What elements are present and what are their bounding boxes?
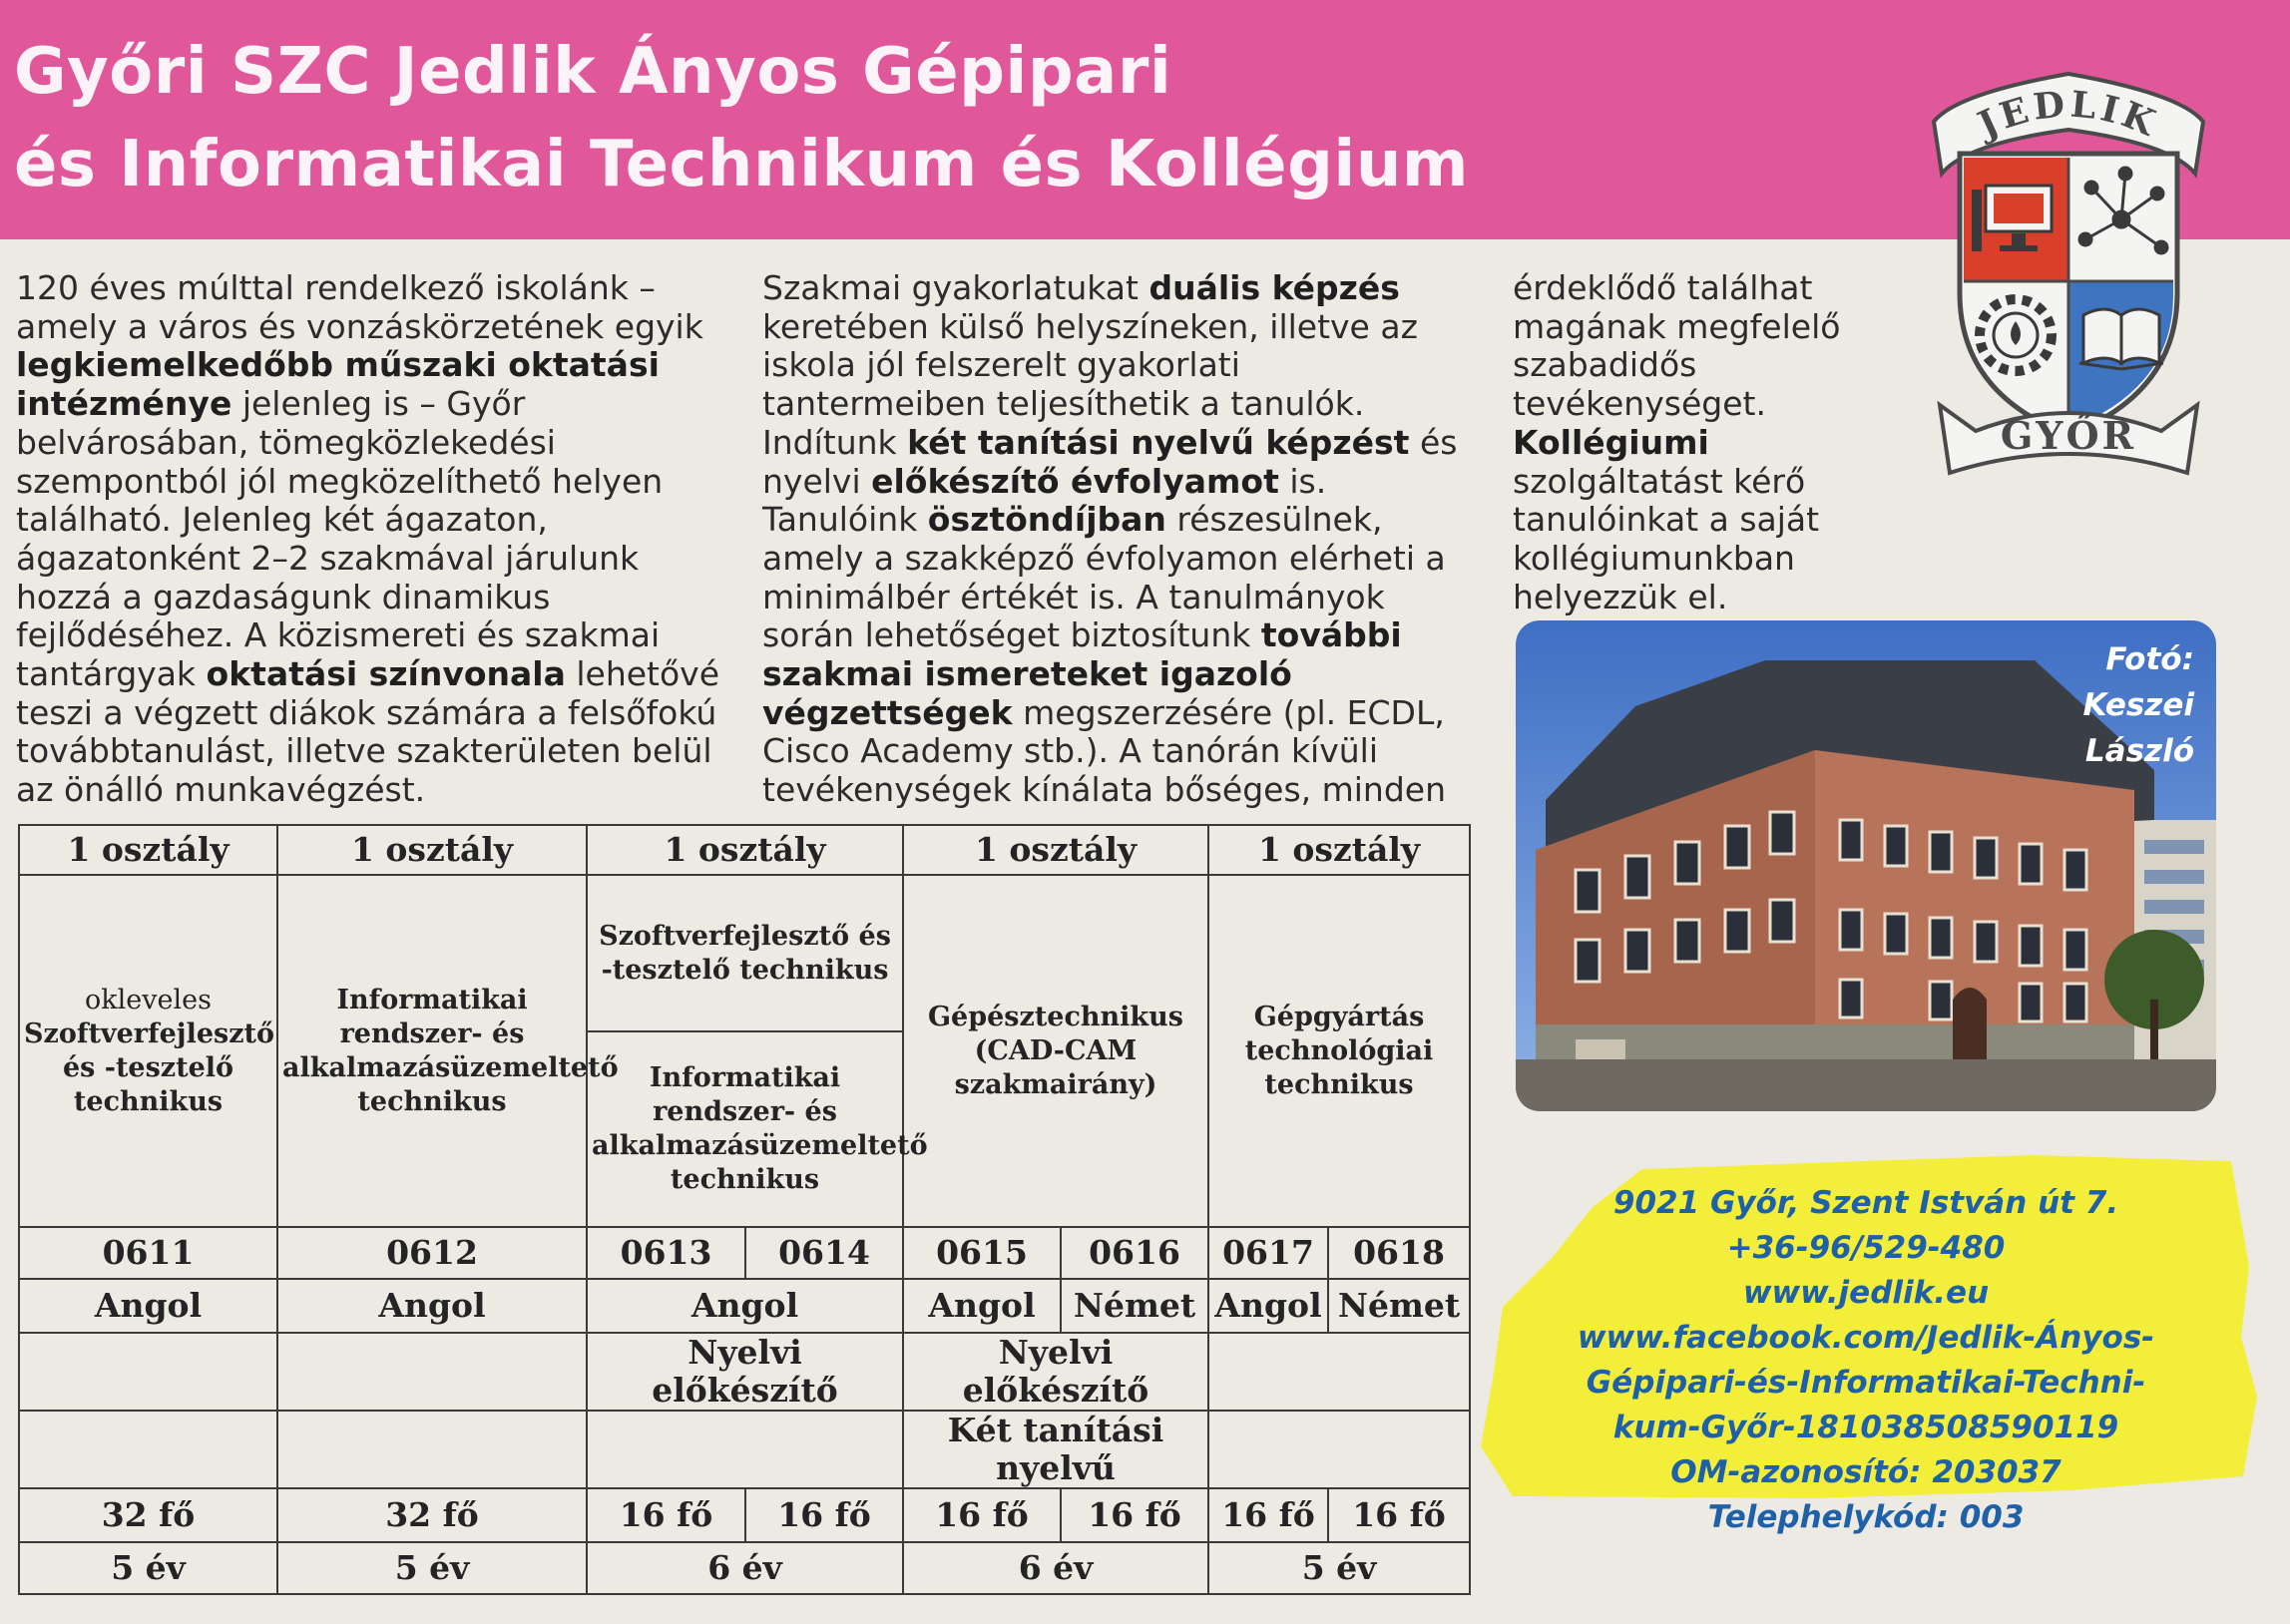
headcount-cell: 16 fő xyxy=(1061,1488,1208,1542)
language-cell: Angol xyxy=(587,1279,903,1333)
program-cell-mechanical: Gépésztechnikus (CAD-CAM szakmairány) xyxy=(903,875,1208,1227)
article-paragraph xyxy=(762,269,1473,810)
article-column-2 xyxy=(762,269,1473,810)
contact-om-id: OM-azonosító: 203037 xyxy=(1670,1454,2061,1490)
language-cell: Német xyxy=(1328,1279,1470,1333)
text-run: és nyelvi xyxy=(762,422,1458,501)
book-icon xyxy=(2079,309,2163,369)
text-run: részesülnek, amely a szakképző évfolyamon elérheti a minimálbér értékét is. A tanulmányok során lehetőséget biztosítunk xyxy=(762,500,1446,655)
code-cell: 0617 xyxy=(1208,1227,1328,1279)
class-count-cell: 1 osztály xyxy=(903,825,1208,875)
empty-cell xyxy=(277,1333,587,1411)
code-cell: 0616 xyxy=(1061,1227,1208,1279)
bold-text-run: két tanítási nyelvű képzést xyxy=(907,422,1410,462)
crest-bottom-text: GYŐR xyxy=(2000,413,2137,458)
language-cell: Angol xyxy=(277,1279,587,1333)
article-column-3 xyxy=(1513,269,1892,616)
class-count-cell: 1 osztály xyxy=(587,825,903,875)
empty-cell xyxy=(277,1411,587,1488)
prep-year-cell: Nyelvi előkészítő xyxy=(903,1333,1208,1411)
headcount-cell: 16 fő xyxy=(587,1488,745,1542)
duration-cell: 5 év xyxy=(1208,1542,1470,1594)
code-cell: 0612 xyxy=(277,1227,587,1279)
table-row-languages xyxy=(19,1279,1470,1333)
building-photo xyxy=(1516,620,2216,1111)
bilingual-cell: Két tanítási nyelvű xyxy=(903,1411,1208,1488)
headcount-cell: 32 fő xyxy=(19,1488,277,1542)
code-cell: 0615 xyxy=(903,1227,1061,1279)
title-line-2: és Informatikai Technikum és Kollégium xyxy=(14,128,1470,202)
code-cell: 0614 xyxy=(745,1227,903,1279)
article-paragraph xyxy=(16,269,726,810)
text-run: jelenleg is – Győr belvárosában, tömegközlekedési szempontból jól megközelíthető helyen található. Jelenleg két ágazaton, ágazatonként 2–2 szakmával járulunk hozzá a gazdaságunk dinamikus fejlődéséhez. A közismereti és szakmai tantárgyak xyxy=(16,384,664,694)
language-cell: Angol xyxy=(1208,1279,1328,1333)
table-row-duration xyxy=(19,1542,1470,1594)
program-cell-software-dev-bilingual: Szoftverfejlesztő és -tesztelő technikus xyxy=(587,875,903,1031)
headcount-cell: 16 fő xyxy=(1208,1488,1328,1542)
photo-credit: Fotó: Keszei László xyxy=(2082,641,2194,769)
program-cell-software-dev: okleveles Szoftverfejlesztő és -tesztelő technikus xyxy=(19,875,277,1227)
duration-cell: 5 év xyxy=(277,1542,587,1594)
class-count-cell: 1 osztály xyxy=(19,825,277,875)
page-title xyxy=(14,26,1469,211)
headcount-cell: 16 fő xyxy=(903,1488,1061,1542)
table-row-headcount xyxy=(19,1488,1470,1542)
text-run: megszerzésére (pl. ECDL, Cisco Academy stb.). A tanórán kívüli tevékenységek kínálata bőséges, minden xyxy=(762,692,1447,810)
bold-text-run: oktatási színvonala xyxy=(206,654,566,694)
text-run: szolgáltatást kérő tanulóinkat a saját kollégiumunkban helyezzük el. xyxy=(1513,461,1820,616)
text-run: 120 éves múlttal rendelkező iskolánk – amely a város és vonzáskörzetének egyik xyxy=(16,268,703,346)
bold-text-run: előkészítő évfolyamot xyxy=(871,461,1279,501)
programs-table xyxy=(18,824,1471,1595)
program-cell-it-ops-bilingual: Informatikai rendszer- és alkalmazásüzemeltető technikus xyxy=(587,1031,903,1227)
article-column-1 xyxy=(16,269,726,810)
bold-text-run: Kollégiumi xyxy=(1513,422,1709,462)
code-cell: 0611 xyxy=(19,1227,277,1279)
table-row-programs-upper xyxy=(19,875,1470,1031)
empty-cell xyxy=(587,1411,903,1488)
code-cell: 0613 xyxy=(587,1227,745,1279)
headcount-cell: 16 fő xyxy=(745,1488,903,1542)
contact-address: 9021 Győr, Szent István út 7. xyxy=(1612,1185,2119,1221)
text-run: érdeklődő találhat magának megfelelő szabadidős tevékenységet. xyxy=(1513,268,1841,424)
text-run: keretében külső helyszíneken, illetve az iskola jól felszerelt gyakorlati tantermeiben teljesíthetik a tanulók. Indítunk xyxy=(762,306,1418,462)
text-run: lehetővé teszi a végzett diákok számára a felsőfokú továbbtanulást, illetve szakterületen belül az önálló munkavégzést. xyxy=(16,654,719,810)
class-count-cell: 1 osztály xyxy=(277,825,587,875)
duration-cell: 5 év xyxy=(19,1542,277,1594)
empty-cell xyxy=(1208,1411,1470,1488)
headcount-cell: 32 fő xyxy=(277,1488,587,1542)
bold-text-run: további szakmai ismereteket igazoló végzettségek xyxy=(762,615,1402,732)
article-paragraph xyxy=(1513,269,1892,616)
duration-cell: 6 év xyxy=(903,1542,1208,1594)
table-row-classes xyxy=(19,825,1470,875)
bold-text-run: legkiemelkedőbb műszaki oktatási intézménye xyxy=(16,345,660,424)
empty-cell xyxy=(1208,1333,1470,1411)
text-run: is. Tanulóink xyxy=(762,461,1327,540)
contact-website[interactable]: www.jedlik.eu xyxy=(1742,1275,1990,1311)
table-row-bilingual xyxy=(19,1411,1470,1488)
language-cell: Német xyxy=(1061,1279,1208,1333)
language-cell: Angol xyxy=(903,1279,1061,1333)
contact-site-code: Telephelykód: 003 xyxy=(1707,1499,2025,1535)
code-cell: 0618 xyxy=(1328,1227,1470,1279)
contact-phone[interactable]: +36-96/529-480 xyxy=(1726,1230,2006,1266)
table-row-prep xyxy=(19,1333,1470,1411)
contact-facebook-line-1[interactable]: www.facebook.com/Jedlik-Ányos- xyxy=(1577,1320,2155,1356)
table-row-codes xyxy=(19,1227,1470,1279)
program-cell-manufacturing: Gépgyártás technológiai technikus xyxy=(1208,875,1470,1227)
contact-facebook-line-3[interactable]: kum-Győr-181038508590119 xyxy=(1612,1410,2119,1445)
language-cell: Angol xyxy=(19,1279,277,1333)
program-cell-it-ops: Informatikai rendszer- és alkalmazásüzemeltető technikus xyxy=(277,875,587,1227)
contact-block xyxy=(1473,1147,2259,1536)
bold-text-run: ösztöndíjban xyxy=(927,500,1166,540)
school-crest-logo xyxy=(1926,64,2211,499)
crest-top-text: JEDLIK xyxy=(1972,83,2165,147)
text-run: Szakmai gyakorlatukat xyxy=(762,268,1149,307)
empty-cell xyxy=(19,1333,277,1411)
empty-cell xyxy=(19,1411,277,1488)
title-line-1: Győri SZC Jedlik Ányos Gépipari xyxy=(14,35,1172,109)
bold-text-run: duális képzés xyxy=(1148,268,1400,307)
prep-year-cell: Nyelvi előkészítő xyxy=(587,1333,903,1411)
class-count-cell: 1 osztály xyxy=(1208,825,1470,875)
contact-facebook-line-2[interactable]: Gépipari-és-Informatikai-Techni- xyxy=(1586,1365,2146,1401)
headcount-cell: 16 fő xyxy=(1328,1488,1470,1542)
duration-cell: 6 év xyxy=(587,1542,903,1594)
gear-icon xyxy=(1980,299,2052,371)
